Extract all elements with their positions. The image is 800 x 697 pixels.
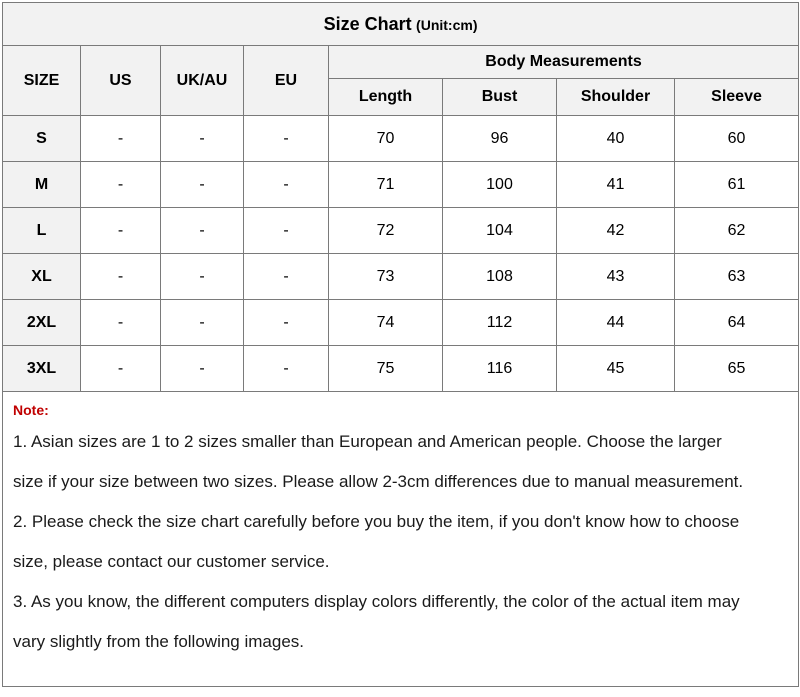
cell-length: 73 xyxy=(329,254,443,300)
note-label: Note: xyxy=(13,402,49,418)
header-size: SIZE xyxy=(3,46,81,116)
chart-title xyxy=(3,3,799,46)
cell-sleeve: 64 xyxy=(675,300,799,346)
note-row xyxy=(3,392,799,687)
table-row xyxy=(3,208,799,254)
cell-size: 3XL xyxy=(3,346,81,392)
cell-length: 75 xyxy=(329,346,443,392)
header-us: US xyxy=(81,46,161,116)
cell-shoulder: 41 xyxy=(557,162,675,208)
cell-length: 71 xyxy=(329,162,443,208)
table-row xyxy=(3,300,799,346)
cell-bust: 104 xyxy=(443,208,557,254)
cell-sleeve: 60 xyxy=(675,116,799,162)
cell-size: L xyxy=(3,208,81,254)
chart-unit-text: (Unit:cm) xyxy=(416,16,478,33)
cell-ukau: - xyxy=(161,346,244,392)
table-row xyxy=(3,254,799,300)
cell-sleeve: 62 xyxy=(675,208,799,254)
cell-bust: 96 xyxy=(443,116,557,162)
cell-bust: 100 xyxy=(443,162,557,208)
title-row xyxy=(3,3,799,46)
note-line: 3. As you know, the different computers display colors differently, the color of the actual item may xyxy=(13,592,740,611)
cell-ukau: - xyxy=(161,208,244,254)
header-body-measurements: Body Measurements xyxy=(329,46,799,79)
header-row-1 xyxy=(3,46,799,79)
cell-eu: - xyxy=(244,162,329,208)
cell-us: - xyxy=(81,162,161,208)
note-line: 2. Please check the size chart carefully before you buy the item, if you don't know how to choose xyxy=(13,512,740,531)
cell-ukau: - xyxy=(161,116,244,162)
cell-eu: - xyxy=(244,208,329,254)
note-line: vary slightly from the following images. xyxy=(13,632,305,651)
table-row xyxy=(3,346,799,392)
note-line: size if your size between two sizes. Please allow 2-3cm differences due to manual measurement. xyxy=(13,472,744,491)
cell-size: 2XL xyxy=(3,300,81,346)
cell-us: - xyxy=(81,208,161,254)
cell-length: 72 xyxy=(329,208,443,254)
header-ukau: UK/AU xyxy=(161,46,244,116)
cell-size: S xyxy=(3,116,81,162)
cell-ukau: - xyxy=(161,300,244,346)
note-section xyxy=(3,392,799,687)
cell-bust: 112 xyxy=(443,300,557,346)
table-row xyxy=(3,162,799,208)
size-chart-table xyxy=(2,2,799,687)
note-line: 1. Asian sizes are 1 to 2 sizes smaller than European and American people. Choose the larger xyxy=(13,432,722,451)
cell-ukau: - xyxy=(161,254,244,300)
header-bust: Bust xyxy=(443,79,557,116)
cell-size: XL xyxy=(3,254,81,300)
cell-length: 74 xyxy=(329,300,443,346)
cell-us: - xyxy=(81,116,161,162)
header-eu: EU xyxy=(244,46,329,116)
cell-us: - xyxy=(81,346,161,392)
cell-size: M xyxy=(3,162,81,208)
table-row xyxy=(3,116,799,162)
header-sleeve: Sleeve xyxy=(675,79,799,116)
cell-sleeve: 63 xyxy=(675,254,799,300)
header-shoulder: Shoulder xyxy=(557,79,675,116)
cell-shoulder: 40 xyxy=(557,116,675,162)
cell-sleeve: 61 xyxy=(675,162,799,208)
cell-shoulder: 45 xyxy=(557,346,675,392)
cell-us: - xyxy=(81,300,161,346)
note-line: size, please contact our customer service. xyxy=(13,552,330,571)
chart-title-text: Size Chart xyxy=(323,13,412,34)
cell-shoulder: 42 xyxy=(557,208,675,254)
cell-shoulder: 43 xyxy=(557,254,675,300)
cell-eu: - xyxy=(244,116,329,162)
cell-shoulder: 44 xyxy=(557,300,675,346)
cell-bust: 108 xyxy=(443,254,557,300)
cell-bust: 116 xyxy=(443,346,557,392)
cell-us: - xyxy=(81,254,161,300)
header-length: Length xyxy=(329,79,443,116)
cell-eu: - xyxy=(244,254,329,300)
cell-eu: - xyxy=(244,300,329,346)
cell-length: 70 xyxy=(329,116,443,162)
cell-ukau: - xyxy=(161,162,244,208)
cell-eu: - xyxy=(244,346,329,392)
cell-sleeve: 65 xyxy=(675,346,799,392)
